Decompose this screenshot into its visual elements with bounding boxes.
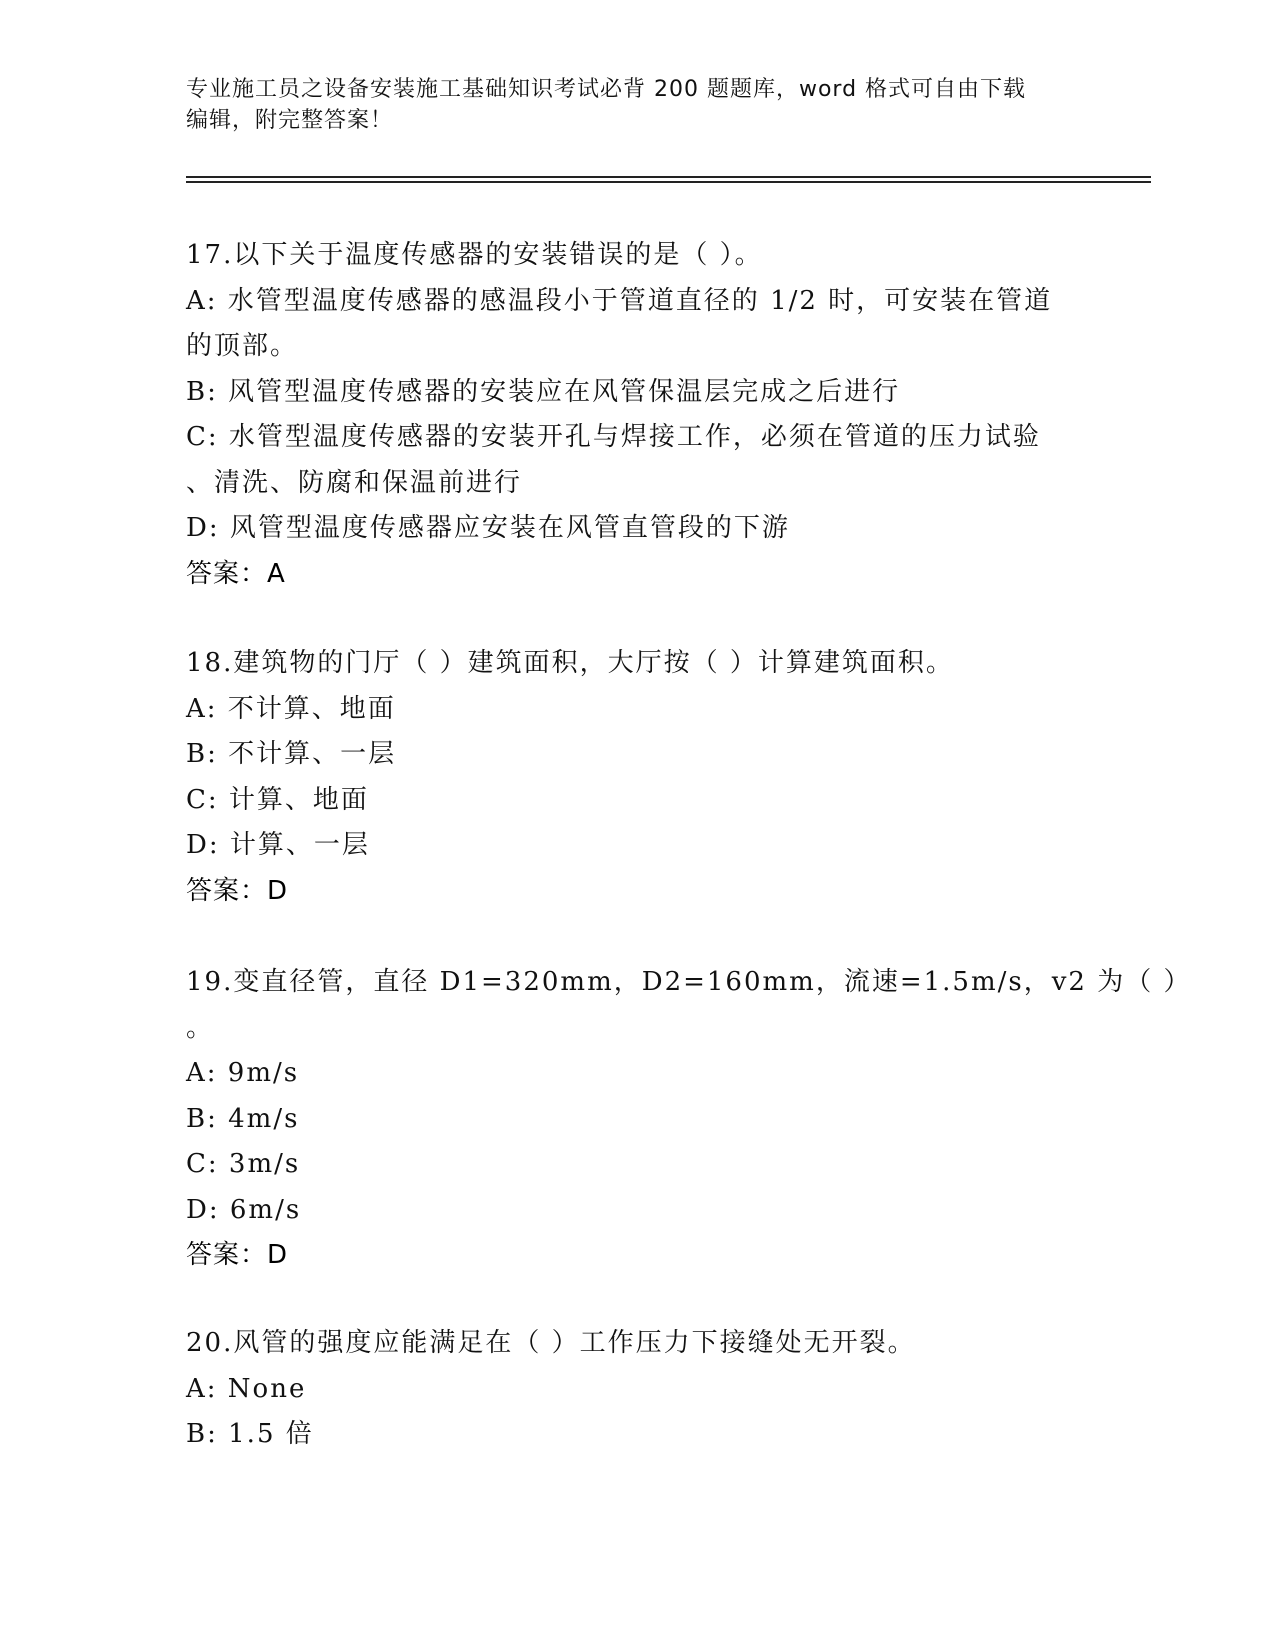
question-20 xyxy=(186,1321,1076,1458)
question-17 xyxy=(186,233,1076,597)
option-text: A: 水管型温度传感器的感温段小于管道直径的 1/2 时，可安装在管道 xyxy=(186,285,1053,316)
option-a: A: 不计算、地面 xyxy=(186,693,396,724)
header-line-1: 专业施工员之设备安装施工基础知识考试必背 200 题题库，word 格式可自由下载 xyxy=(186,77,1027,102)
answer-label: 答案：A xyxy=(186,558,286,589)
option-a: A: 9m/s xyxy=(186,1058,300,1088)
option-b: B: 不计算、一层 xyxy=(186,739,397,769)
question-19 xyxy=(186,960,1192,1279)
header-line-2: 编辑，附完整答案！ xyxy=(186,108,394,133)
option-text: C: 水管型温度传感器的安装开孔与焊接工作，必须在管道的压力试验 xyxy=(186,422,1041,452)
question-stem: 20.风管的强度应能满足在（ ）工作压力下接缝处无开裂。 xyxy=(186,1328,916,1358)
header-divider-top xyxy=(186,176,1151,178)
document-header xyxy=(186,74,1066,136)
option-text: D: 风管型温度传感器应安装在风管直管段的下游 xyxy=(186,513,790,543)
question-stem-continued: 。 xyxy=(186,1012,215,1043)
question-18 xyxy=(186,641,1076,914)
option-a xyxy=(186,279,1076,370)
option-b: B: 4m/s xyxy=(186,1103,300,1134)
option-text: B: 风管型温度传感器的安装应在风管保温层完成之后进行 xyxy=(186,376,901,407)
option-d: D: 计算、一层 xyxy=(186,830,370,860)
option-c xyxy=(186,415,1076,506)
option-d xyxy=(186,506,1076,552)
option-d: D: 6m/s xyxy=(186,1194,302,1225)
option-text-continued: 、清洗、防腐和保温前进行 xyxy=(186,467,523,498)
option-c: C: 3m/s xyxy=(186,1149,301,1179)
question-stem: 18.建筑物的门厅（ ）建筑面积，大厅按（ ）计算建筑面积。 xyxy=(186,648,954,678)
option-c: C: 计算、地面 xyxy=(186,784,369,815)
option-text-continued: 的顶部。 xyxy=(186,331,299,361)
header-divider-bottom xyxy=(186,181,1151,183)
answer-label: 答案：D xyxy=(186,1240,289,1270)
option-b: B: 1.5 倍 xyxy=(186,1419,314,1449)
option-b xyxy=(186,370,1076,416)
question-stem: 19.变直径管，直径 D1=320mm，D2=160mm，流速=1.5m/s，v2 为（ ） xyxy=(186,967,1192,997)
answer-label: 答案：D xyxy=(186,875,289,906)
question-stem: 17.以下关于温度传感器的安装错误的是（ ）。 xyxy=(186,240,763,270)
option-a: A: None xyxy=(186,1373,307,1404)
